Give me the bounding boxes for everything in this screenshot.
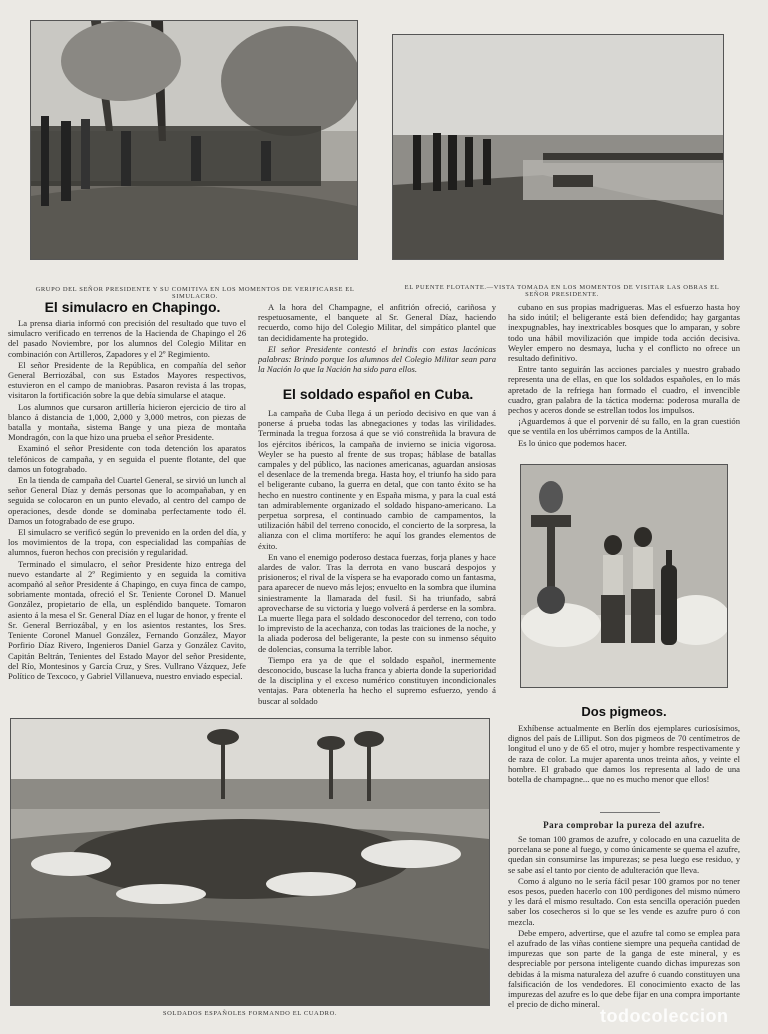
article-simulacro-chapingo — [8, 318, 246, 712]
photo-presidential-group — [30, 20, 358, 260]
paragraph: Debe empero, advertirse, que el azufre tal como se emplea para el azufrado de las viñas contiene siempre una pequeña cantidad de impurezas que son parte de la ganga de este mineral, y es despreciable por persona inteligente cuando dichas impurezas son debidas á la misma naturaleza del azufre ó cuando constituyen una falsificación de los vendedores. El conocimiento exacto de las impurezas del azufre es lo que debe fijar en una compra importante el precio de dicho mineral. — [508, 927, 740, 1010]
title-dos-pigmeos: Dos pigmeos. — [581, 704, 667, 719]
paragraph: Tiempo era ya de que el soldado español, inermemente desconocido, buscase la lucha franca y abierta donde la superioridad de la disciplina y el exceso numérico constituyen incondicionales ventajas. Para obtenerla ha hecho el supremo esfuerzo, yendo á buscar al soldado — [258, 654, 496, 706]
title-simulacro-chapingo: El simulacro en Chapingo. — [44, 299, 221, 315]
paragraph: Entre tanto seguirán las acciones parciales y nuestro grabado representa una de ellas, en que los soldados españoles, en lo más apretado de la refriega han formado el cuadro, el invencible cuadro, gran palabra de la táctica moderna: poderosa muralla de pechos y aceros donde se estrellan todos los impulsos. — [508, 364, 740, 416]
paragraph: En la tienda de campaña del Cuartel General, se sirvió un lunch al señor General Díaz y demás personas que lo acompañaban, y en seguida se colocaron en un punto elevado, al centro del campo de operaciones, desde donde se dominaba perfectamente todo él. Damos un fotograbado de ese grupo. — [8, 475, 246, 526]
paragraph: Es lo único que podemos hacer. — [518, 437, 627, 448]
paragraph: El señor Presidente de la República, en compañía del señor General Berriozábal, con sus Estados Mayores respectivos, estuvieron en el campo de maniobras. Pasaron revista á las tropas, visitaron la fortificación sobre la que debía simularse el ataque. — [8, 359, 246, 401]
article-soldado-continuation — [508, 302, 740, 452]
divider — [600, 812, 660, 813]
watermark-logo: todocoleccion — [600, 1006, 729, 1026]
paragraph: Como á alguno no le sería fácil pesar 100 gramos por no tener esos pesos, pueden hacerlo con 100 perdigones del mismo número y les dará el mismo resultado. Con esta sencilla operación pueden saber los cosecheros si lo que se les vende es azufre puro ó con mezcla. — [508, 875, 740, 927]
illustration-spanish-soldiers-square — [10, 718, 490, 1006]
photo-floating-bridge-illustration — [393, 35, 723, 259]
photo-two-pygmies — [520, 464, 728, 688]
paragraph: La campaña de Cuba llega á un período decisivo en que van á ponerse á prueba todas las abnegaciones y todas las virilidades. Terminada la tregua forzosa á que se vió constreñida la bravura de los ejércitos ibéricos, la campaña de invierno se inicia vigorosa. Weyler se ha puesto al frente de sus tropas; háblase de batallas campales y del público, las naciones americanas, aguardan ansiosas el desenlace de la tremenda brega. Hasta hoy, el triunfo ha sido para el beligerante cubano, la guerra en detal, que con tanto éxito se ha hecho en nuestro continente y en España misma, y para la cual está tan admirablemente organizado el soldado hispano-americano. La perpetua sorpresa, el continuado cambio de campamentos, la utilización hábil del terreno conocido, el concierto de la sorpresa, la alianza con el clima mortífero: he aquí los grandes elementos de éxito. — [258, 408, 496, 551]
paragraph: Los alumnos que cursaron artillería hicieron ejercicio de tiro al blanco á distancia de 1,000, 2,000 y 3,000 metros, con piezas de batalla y montaña, sistema Bange y una pieza de montaña Mondragón, con la que hizo una prueba el señor Presidente. — [8, 401, 246, 443]
article-dos-pigmeos — [508, 723, 740, 811]
paragraph: La prensa diaria informó con precisión del resultado que tuvo el simulacro verificado en terrenos de la Hacienda de Chapingo el 26 del pasado Noviembre, por los alumnos del Colegio Militar en combinación con Artilleros, Zapadores y el 2º Regimiento. — [8, 318, 246, 359]
paragraph: Se toman 100 gramos de azufre, y colocado en una cazuelita de porcelana se pone al fuego, y como únicamente se quema el azufre, quedan sin consumirse las impurezas; se pesa luego ese residuo, y se sabe así el tanto por ciento de adulteración que lleva. — [508, 834, 740, 875]
paragraph: El simulacro se verificó según lo prevenido en la orden del día, y los movimientos de la tropa, con especialidad las compañías de alumnos, fueron hechos con precisión y regularidad. — [8, 527, 246, 558]
paragraph: A la hora del Champagne, el anfitrión ofreció, cariñosa y respetuosamente, el banquete al Sr. General Díaz, haciendo recuerdo, como hijo del Colegio Militar, del simpático plantel que tan decididamente ha protegido. — [258, 302, 496, 343]
paragraph: Terminado el simulacro, el señor Presidente hizo entrega del nuevo estandarte al 2º Regimiento y en seguida la comitiva acompañó al señor Presidente á Chapingo, en cuya finca de campo, sobriamente montada, ofreció el Sr. Teniente Coronel D. Manuel González, propietario de ella, un espléndido banquete. Tomaron asiento á la mesa el Sr. General Díaz en el lugar de honor, y frente el Sr. General Berriozábal, y en los asientos restantes, los Sres. Teniente Coronel Manuel González, Fernando González, Mayor Porfirio Díaz Rivero, Ingenieros Daniel Garza y González Cavito, Capitán Beltrán, Tenientes del Estado Mayor del señor Presidente, del Río, Montesinos y García Cruz, y Sres. Vullrano Vázquez, Jefe Político de Texcoco, y Gabriel Villanueva, nuestro enviado especial. — [8, 558, 246, 681]
photo-floating-bridge — [392, 34, 724, 260]
caption-presidential-group: GRUPO DEL SEÑOR PRESIDENTE Y SU COMITIVA EN LOS MOMENTOS DE VERIFICARSE EL SIMULACRO. — [35, 286, 355, 300]
photo-presidential-group-illustration — [31, 21, 357, 259]
article-pureza-azufre — [508, 834, 740, 1024]
paragraph: cubano en sus propias madrigueras. Mas el esfuerzo hasta hoy ha sido inútil; el beligerante está bien defendido; hay gargantas inexpugnables, hay inextricables bosques que lo amparan, y sobre todo una hábil movilización que impide toda acción decisiva. Weyler empero no desmaya, lucha y el conflicto no ofrece un resultado definitivo. — [508, 302, 740, 364]
caption-soldiers-square: SOLDADOS ESPAÑOLES FORMANDO EL CUADRO. — [162, 1010, 338, 1017]
caption-floating-bridge: EL PUENTE FLOTANTE.—VISTA TOMADA EN LOS MOMENTOS DE VISITAR LAS OBRAS EL SEÑOR PRESIDENTE. — [404, 284, 720, 298]
article-soldado-espanol-cuba — [258, 408, 496, 712]
article-simulacro-continuation — [258, 302, 496, 380]
paragraph: El señor Presidente contestó el brindis con estas lacónicas palabras: Brindo porque los alumnos del Colegio Militar sean para la Nación lo que la Nación ha sido para ellos. — [258, 343, 496, 375]
title-pureza-azufre: Para comprobar la pureza del azufre. — [543, 820, 705, 830]
illustration-battle-drawing — [11, 719, 489, 1005]
paragraph: En vano el enemigo poderoso destaca fuerzas, forja planes y hace alardes de valor. Tras la derrota en vano buscará despojos y prisioneros; el rival de la víspera se ha evaporado como un fantasma, para aparecer de nuevo más lejos; envuelto en la sombra que ilumina siniestramente la llamarada del fusil. Si ha triunfado, sabrá aprovecharse de su victoria y luego volverá á perderse en la sombra. La muerte llega para el soldado desconocedor del terreno, con todo lo imprevisto de la acechanza, con todas las traiciones de la noche, y la aliada poderosa del beligerante, la peste con su inmenso séquito de dolencias, consuma la terrible labor. — [258, 551, 496, 654]
paragraph: ¡Aguardemos á que el porvenir dé su fallo, en la gran cuestión que se ventila en los ubérrimos campos de la Antilla. — [508, 416, 740, 437]
paragraph: Exhíbense actualmente en Berlín dos ejemplares curiosísimos, dignos del país de Lilliput. Son dos pigmeos de 70 centímetros de longitud el uno y de 65 el otro, mujer y hombre respectivamente y de raza de color. La mujer aparenta unos treinta años, y veinte el hombre. El grabado que damos los representa al lado de una botella de champagne... que no es mucho menor que ellos! — [508, 723, 740, 785]
paragraph: Examinó el señor Presidente con toda detención los aparatos telefónicos de campaña, y en seguida el puente flotante, del que damos un fotograbado. — [8, 443, 246, 474]
title-soldado-espanol-cuba: El soldado español en Cuba. — [282, 386, 474, 402]
photo-two-pygmies-illustration — [521, 465, 727, 687]
